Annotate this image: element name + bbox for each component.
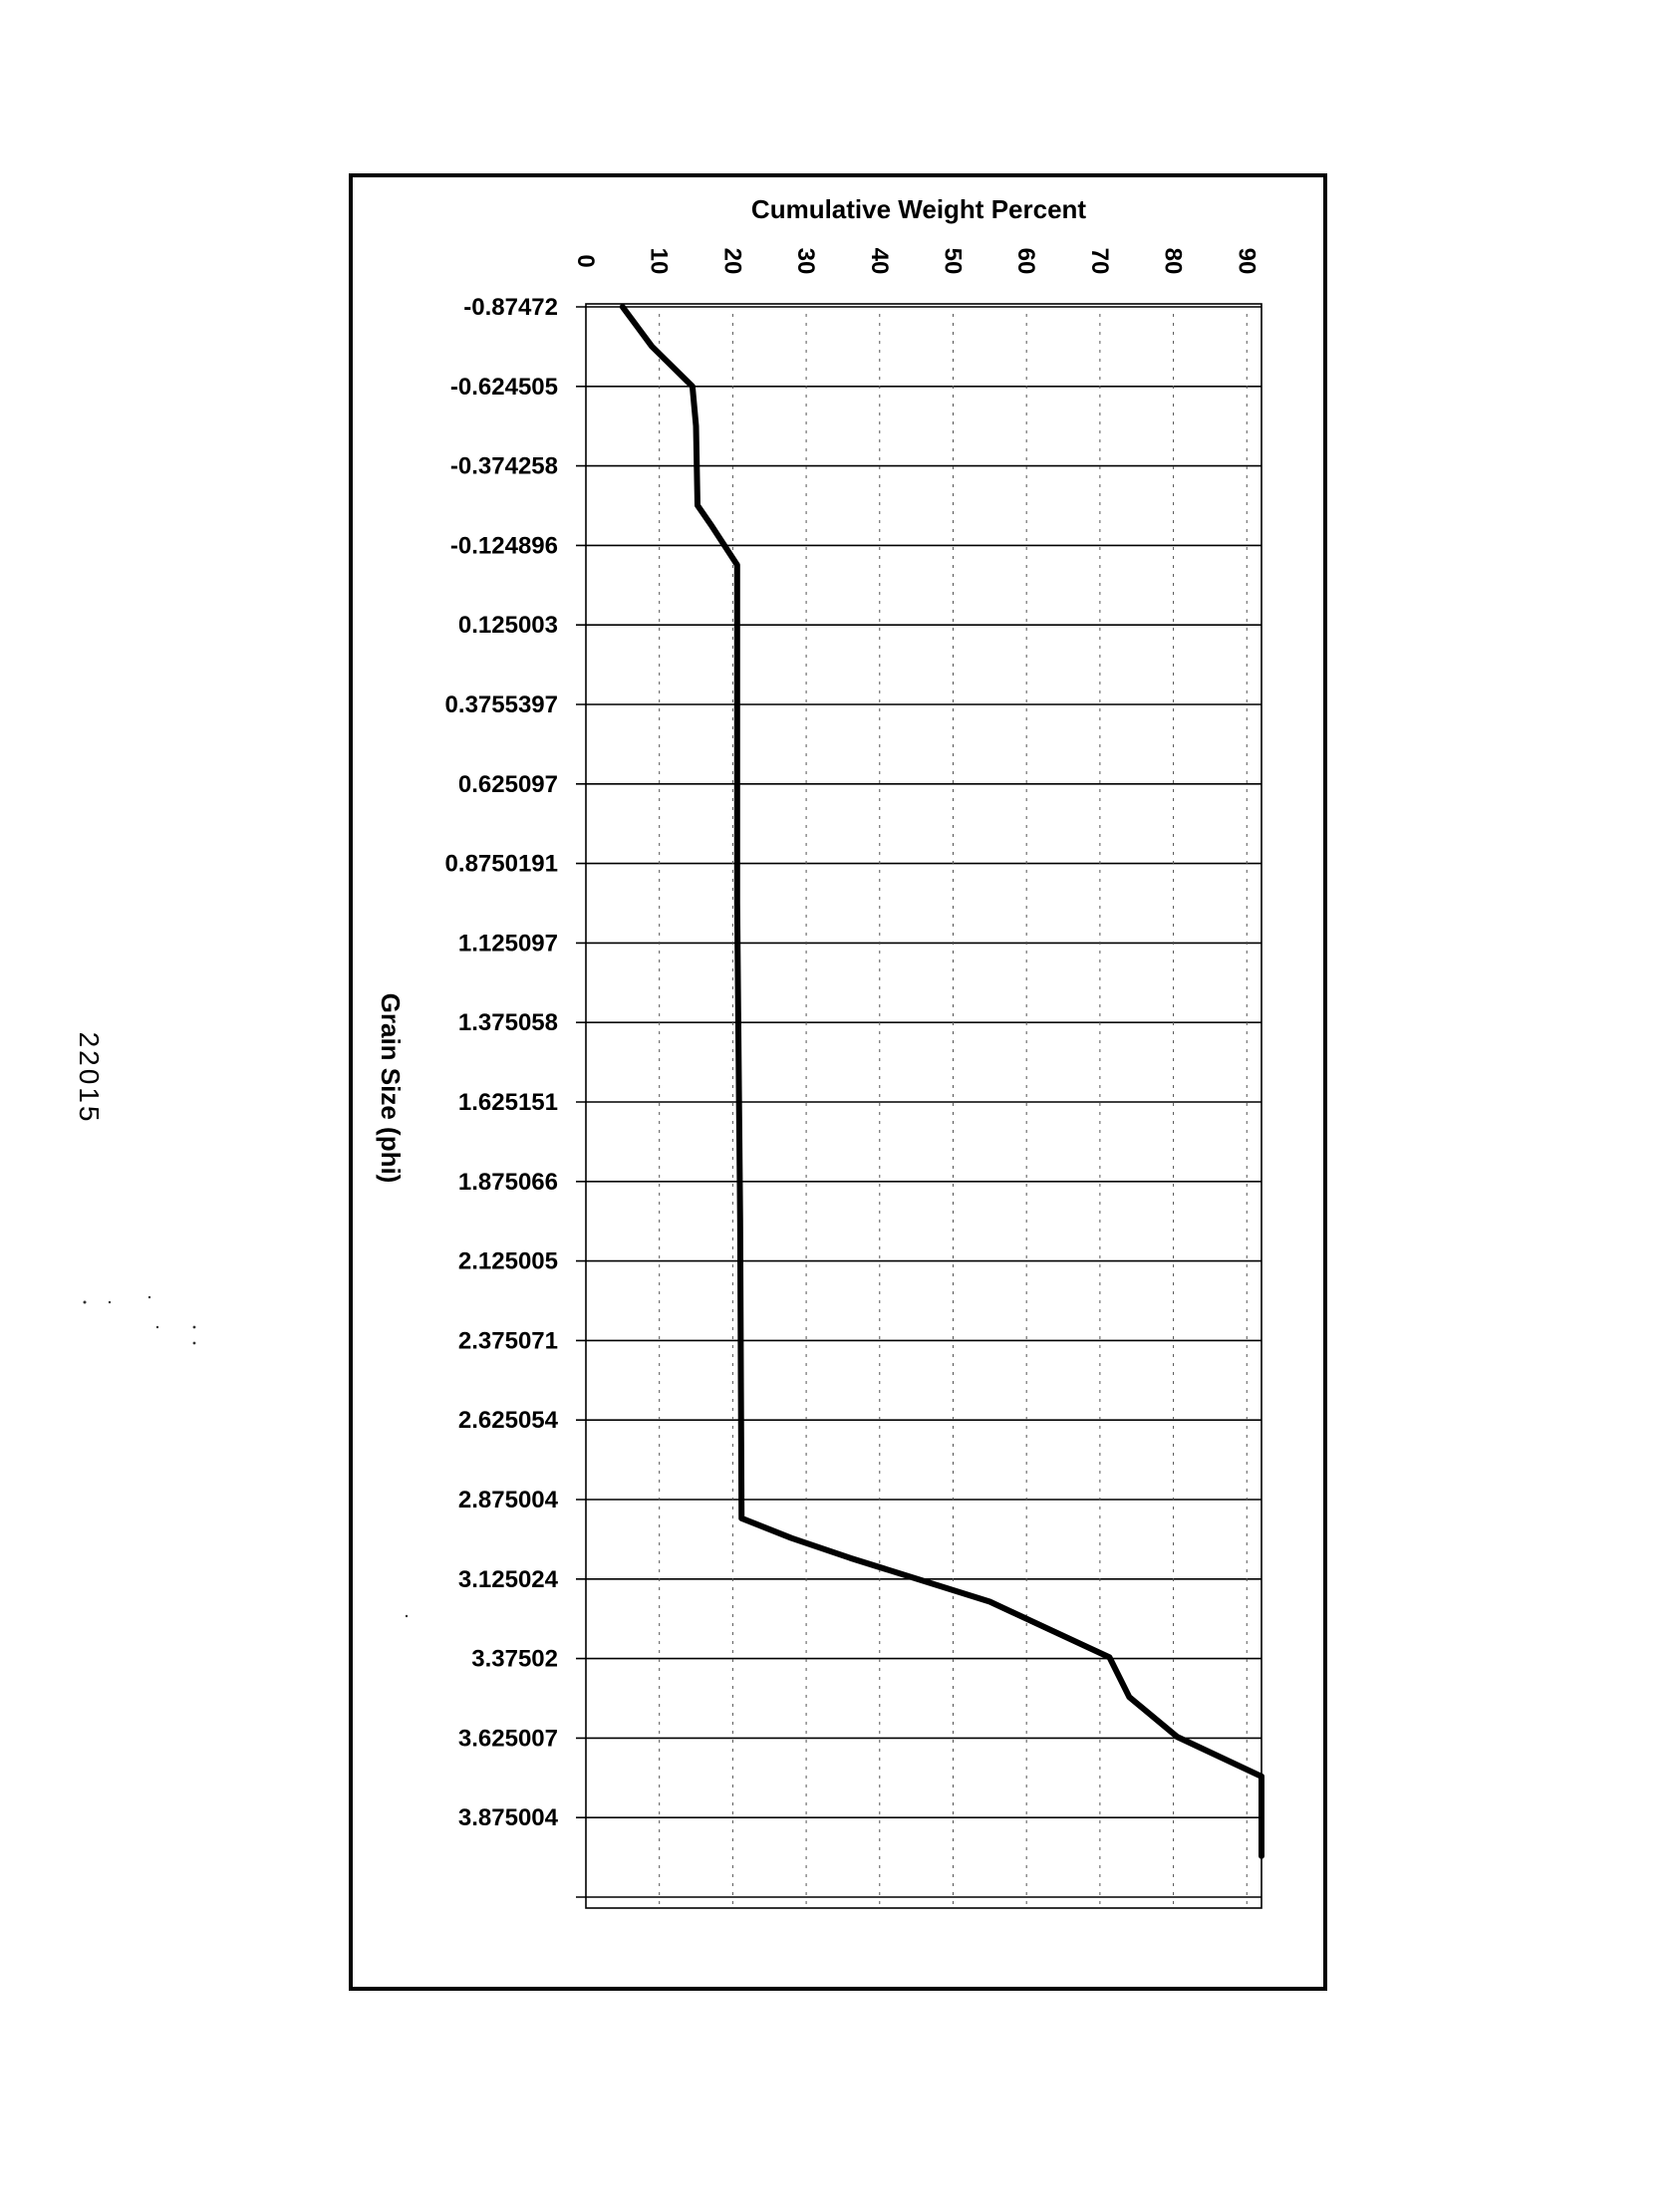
y-tick-label: -0.624505 [449,373,558,401]
y-tick-label: 0.8750191 [444,850,558,878]
y-tick-label: 2.625054 [457,1407,558,1435]
x-tick-label: 90 [1233,247,1260,275]
y-axis-title: Grain Size (phi) [376,992,406,1184]
x-tick-label: 30 [792,247,820,275]
x-tick-label: 0 [572,254,599,268]
y-tick-label: 2.875004 [457,1487,558,1513]
y-tick-label: -0.87472 [463,294,558,321]
y-tick-label: 2.375071 [457,1327,558,1355]
cumulative-curve [623,307,1261,1856]
horizontal-gridlines [576,307,1261,1897]
chart-frame [351,175,1325,1989]
document-number: 22015 [74,1031,105,1125]
x-tick-labels [572,248,1260,275]
scan-specks [84,1296,409,1617]
x-tick-label: 40 [865,247,893,275]
y-tick-labels [445,294,559,1831]
vertical-gridlines [660,314,1248,1908]
y-tick-label: 0.3755397 [444,691,558,718]
x-tick-label: 80 [1159,247,1187,275]
y-tick-label: 3.875004 [457,1804,558,1832]
x-axis-title: Cumulative Weight Percent [750,194,1087,224]
y-tick-label: 1.625151 [457,1089,558,1116]
x-tick-label: 60 [1012,247,1040,275]
y-tick-label: 2.125005 [457,1247,558,1275]
y-tick-label: 1.125097 [457,930,558,958]
x-tick-label: 50 [939,247,967,275]
x-tick-label: 20 [718,247,746,275]
y-tick-label: -0.374258 [449,452,558,480]
x-tick-label: 10 [645,247,673,275]
y-tick-label: 1.375058 [457,1009,558,1037]
plot-area [586,304,1261,1908]
y-tick-label: 1.875066 [457,1168,558,1196]
y-tick-label: 3.37502 [471,1645,558,1673]
x-tick-label: 70 [1085,247,1113,275]
y-tick-label: 0.625097 [457,770,558,798]
y-tick-label: 3.125024 [457,1565,558,1593]
y-tick-label: 0.125003 [457,612,558,640]
y-tick-label: 3.625007 [457,1725,558,1753]
y-tick-label: -0.124896 [449,532,558,560]
